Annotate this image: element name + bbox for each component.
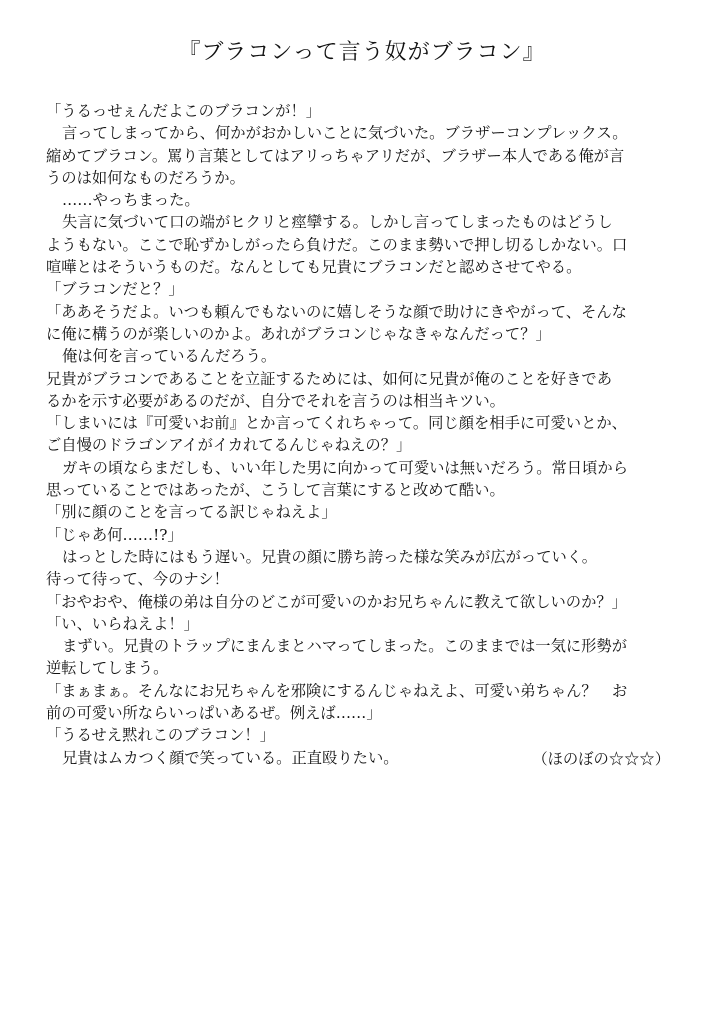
body-line: 「しまいには『可愛いお前』とか言ってくれちゃって。同じ顔を相手に可愛いとか、 bbox=[46, 414, 627, 433]
body-line: ようもない。ここで恥ずかしがったら負けだ。このまま勢いで押し切るしかない。口 bbox=[46, 235, 628, 254]
body-line: 言ってしまってから、何かがおかしいことに気づいた。ブラザーコンプレックス。 bbox=[62, 124, 628, 143]
body-line: 「うるっせぇんだよこのブラコンが！」 bbox=[46, 102, 322, 120]
body-line: ご自慢のドラゴンアイがイカれてるんじゃねえの？」 bbox=[46, 436, 412, 455]
body-line: 喧嘩とはそういうものだ。なんとしても兄貴にブラコンだと認めさせてやる。 bbox=[46, 258, 582, 277]
body-line: 兄貴はムカつく顔で笑っている。正直殴りたい。 bbox=[62, 748, 399, 767]
body-line: 縮めてブラコン。罵り言葉としてはアリっちゃアリだが、ブラザー本人である俺が言 bbox=[46, 146, 625, 165]
body-line: 待って待って、今のナシ！ bbox=[46, 570, 229, 589]
body-line: に俺に構うのが楽しいのかよ。あれがブラコンじゃなきゃなんだって？」 bbox=[46, 324, 551, 343]
body-line: 「ブラコンだと？」 bbox=[46, 280, 184, 299]
body-line: 思っていることではあったが、こうして言葉にすると改めて酷い。 bbox=[46, 481, 505, 500]
body-line: 「まぁまぁ。そんなにお兄ちゃんを邪険にするんじゃねえよ、可愛い弟ちゃん？ お bbox=[46, 681, 628, 700]
body-line: ……やっちまった。 bbox=[62, 191, 200, 210]
body-line: るかを示す必要があるのだが、自分でそれを言うのは相当キツい。 bbox=[46, 391, 505, 410]
document-signature: （ほのぼの☆☆☆） bbox=[532, 750, 670, 768]
body-line: ガキの頃ならまだしも、いい年した男に向かって可愛いは無いだろう。常日頃から bbox=[62, 458, 628, 477]
body-line: 「うるせえ黙れこのブラコン！」 bbox=[46, 726, 275, 745]
document-body bbox=[46, 100, 686, 769]
body-line: 「じゃあ何……!?」 bbox=[46, 525, 183, 544]
body-line: 逆転してしまう。 bbox=[46, 659, 169, 678]
body-line: はっとした時にはもう遅い。兄貴の顔に勝ち誇った様な笑みが広がっていく。 bbox=[62, 547, 598, 566]
body-line: 前の可愛い所ならいっぱいあるぜ。例えば……」 bbox=[46, 704, 382, 723]
body-line: 俺は何を言っているんだろう。 bbox=[62, 347, 277, 366]
body-line: うのは如何なものだろうか。 bbox=[46, 168, 245, 187]
body-line: 「い、いらねえよ！」 bbox=[46, 614, 199, 633]
document-title: 『ブラコンって言う奴がブラコン』 bbox=[178, 40, 546, 65]
body-line: まずい。兄貴のトラップにまんまとハマってしまった。このままでは一気に形勢が bbox=[62, 637, 628, 656]
body-line: 「ああそうだよ。いつも頼んでもないのに嬉しそうな顔で助けにきやがって、そんな bbox=[46, 302, 627, 321]
body-line: 兄貴がブラコンであることを立証するためには、如何に兄貴が俺のことを好きであ bbox=[46, 369, 612, 388]
body-line: 「別に顔のことを言ってる訳じゃねえよ」 bbox=[46, 503, 337, 522]
body-line: 失言に気づいて口の端がヒクリと痙攣する。しかし言ってしまったものはどうし bbox=[62, 213, 613, 232]
body-line: 「おやおや、俺様の弟は自分のどこが可愛いのかお兄ちゃんに教えて欲しいのか？」 bbox=[46, 592, 627, 611]
